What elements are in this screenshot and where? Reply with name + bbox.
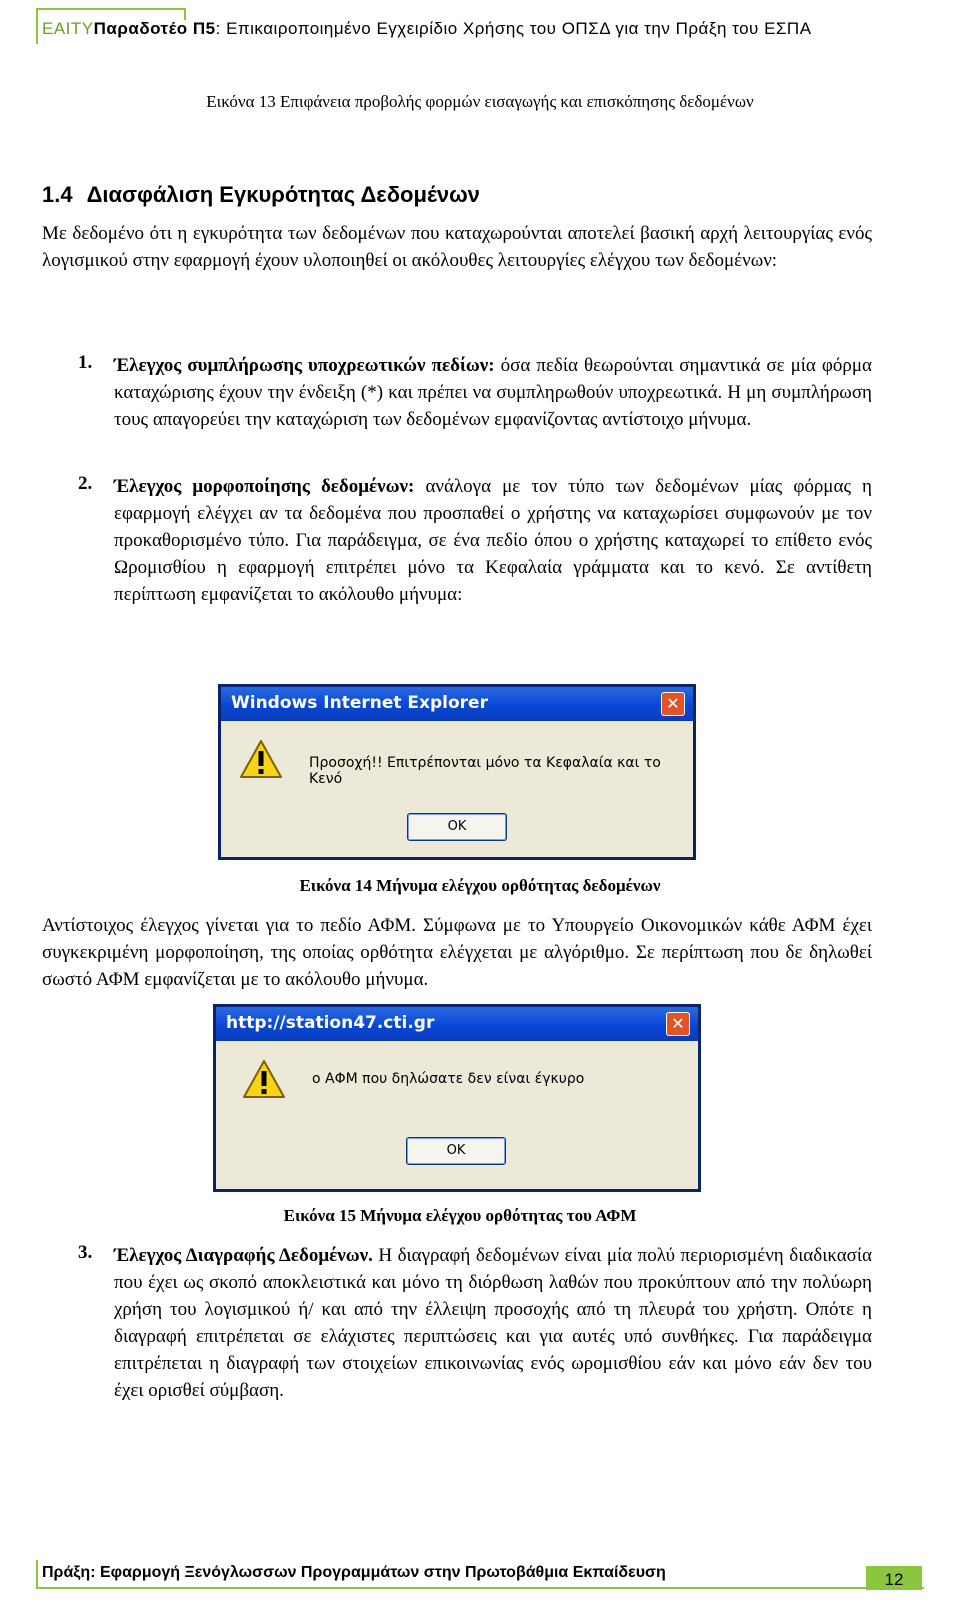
dialog-1-titlebar bbox=[221, 687, 693, 721]
header-subtitle: : Επικαιροποιημένο Εγχειρίδιο Χρήσης του ΟΠΣΔ για την Πράξη του ΕΣΠΑ bbox=[215, 19, 812, 38]
header-deliverable: Παραδοτέο Π5 bbox=[93, 19, 216, 38]
list-number-1: 1. bbox=[78, 352, 93, 373]
footer-rule bbox=[36, 1587, 924, 1589]
header-rule-left bbox=[36, 8, 38, 44]
list-item-1-lead: Έλεγχος συμπλήρωσης υποχρεωτικών πεδίων: bbox=[114, 355, 495, 376]
dialog-2-message: ο ΑΦΜ που δηλώσατε δεν είναι έγκυρο bbox=[312, 1071, 585, 1087]
dialog-2-ok-button[interactable]: OK bbox=[406, 1137, 506, 1165]
list-item-1-text: όσα πεδία θεωρούνται σημαντικά σε μία φόρμα καταχώρισης έχουν την ένδειξη (*) και πρέπει να συμπληρωθούν υποχρεωτικά. Η μη συμπλήρωση τους απαγορεύει την καταχώριση των δεδομένων εμφανίζοντας αντίστοιχο μήνυμα. bbox=[114, 355, 872, 430]
footer-rule-left bbox=[36, 1560, 38, 1588]
dialog-2-titlebar bbox=[216, 1007, 698, 1041]
page-footer: Πράξη: Εφαρμογή Ξενόγλωσσων Προγραμμάτων στην Πρωτοβάθμια Εκπαίδευση bbox=[42, 1564, 666, 1581]
dialog-2-title: http://station47.cti.gr bbox=[226, 1013, 435, 1033]
afm-paragraph: Αντίστοιχος έλεγχος γίνεται για το πεδίο ΑΦΜ. Σύμφωνα με το Υπουργείο Οικονομικών κάθε ΑΦΜ έχει συγκεκριμένη μορφοποίηση, της οποίας ορθότητα ελέγχεται με αλγόριθμο. Σε περίπτωση που δε δηλωθεί σωστό ΑΦΜ εμφανίζεται με το ακόλουθο μήνυμα. bbox=[42, 915, 872, 990]
list-item-3 bbox=[114, 1242, 872, 1404]
section-title-text: Διασφάλιση Εγκυρότητας Δεδομένων bbox=[86, 182, 480, 207]
page-number: 12 bbox=[866, 1566, 922, 1590]
figure-caption-13: Εικόνα 13 Επιφάνεια προβολής φορμών εισαγωγής και επισκόπησης δεδομένων bbox=[206, 92, 754, 111]
warning-icon bbox=[242, 1059, 286, 1099]
alert-dialog-1 bbox=[218, 684, 696, 860]
header-org: ΕΑΙΤΥ bbox=[42, 19, 94, 38]
dialog-1-title: Windows Internet Explorer bbox=[231, 693, 488, 713]
figure-caption-15: Εικόνα 15 Μήνυμα ελέγχου ορθότητας του ΑΦΜ bbox=[283, 1206, 637, 1225]
list-item-1 bbox=[114, 352, 872, 433]
alert-dialog-2 bbox=[213, 1004, 701, 1192]
dialog-1-close-button[interactable]: ✕ bbox=[661, 692, 685, 716]
page-header bbox=[42, 18, 902, 40]
list-number-2: 2. bbox=[78, 473, 93, 494]
list-item-3-text: Η διαγραφή δεδομένων είναι μία πολύ περιορισμένη διαδικασία που έχει ως σκοπό αποκλειστικά και μόνο τη διόρθωση λαθών που προκύπτουν από την πολύωρη χρήση του λογισμικού ή/ και από την έλλειψη προσοχής από τη πλευρά του χρήστη. Οπότε η διαγραφή επιτρέπεται σε ελάχιστες περιπτώσεις και για αυτές υπό συνθήκες. Για παράδειγμα επιτρέπεται η διαγραφή των στοιχείων επικοινωνίας ενός ωρομισθίου εάν και μόνο εάν δεν του έχει ορισθεί σύμβαση. bbox=[114, 1245, 872, 1401]
dialog-1-message: Προσοχή!! Επιτρέπονται μόνο τα Κεφαλαία και το Κενό bbox=[309, 755, 661, 787]
list-number-3: 3. bbox=[78, 1242, 93, 1263]
list-item-2-text: ανάλογα με τον τύπο των δεδομένων μίας φόρμας η εφαρμογή ελέγχει αν τα δεδομένα που προσπαθεί ο χρήστης να καταχωρίσει συμφωνούν με τον προκαθορισμένο τύπο. Για παράδειγμα, σε ένα πεδίο όπου ο χρήστης καταχωρεί το επίθετο ενός Ωρομισθίου η εφαρμογή επιτρέπει μόνο τα Κεφαλαία γράμματα και το κενό. Σε αντίθετη περίπτωση εμφανίζεται το ακόλουθο μήνυμα: bbox=[114, 476, 872, 605]
list-item-2-lead: Έλεγχος μορφοποίησης δεδομένων: bbox=[114, 476, 415, 497]
list-item-3-lead: Έλεγχος Διαγραφής Δεδομένων. bbox=[114, 1245, 373, 1266]
dialog-1-ok-button[interactable]: OK bbox=[407, 813, 507, 841]
section-number: 1.4 bbox=[42, 182, 73, 207]
header-rule bbox=[36, 8, 186, 10]
dialog-2-close-button[interactable]: ✕ bbox=[666, 1012, 690, 1036]
section-title bbox=[42, 182, 480, 208]
figure-caption-14: Εικόνα 14 Μήνυμα ελέγχου ορθότητας δεδομένων bbox=[299, 876, 661, 895]
intro-paragraph: Με δεδομένο ότι η εγκυρότητα των δεδομένων που καταχωρούνται αποτελεί βασική αρχή λειτουργίας ενός λογισμικού στην εφαρμογή έχουν υλοποιηθεί οι ακόλουθες λειτουργίες ελέγχου των δεδομένων: bbox=[42, 223, 872, 271]
list-item-2 bbox=[114, 473, 872, 608]
warning-icon bbox=[239, 739, 283, 779]
